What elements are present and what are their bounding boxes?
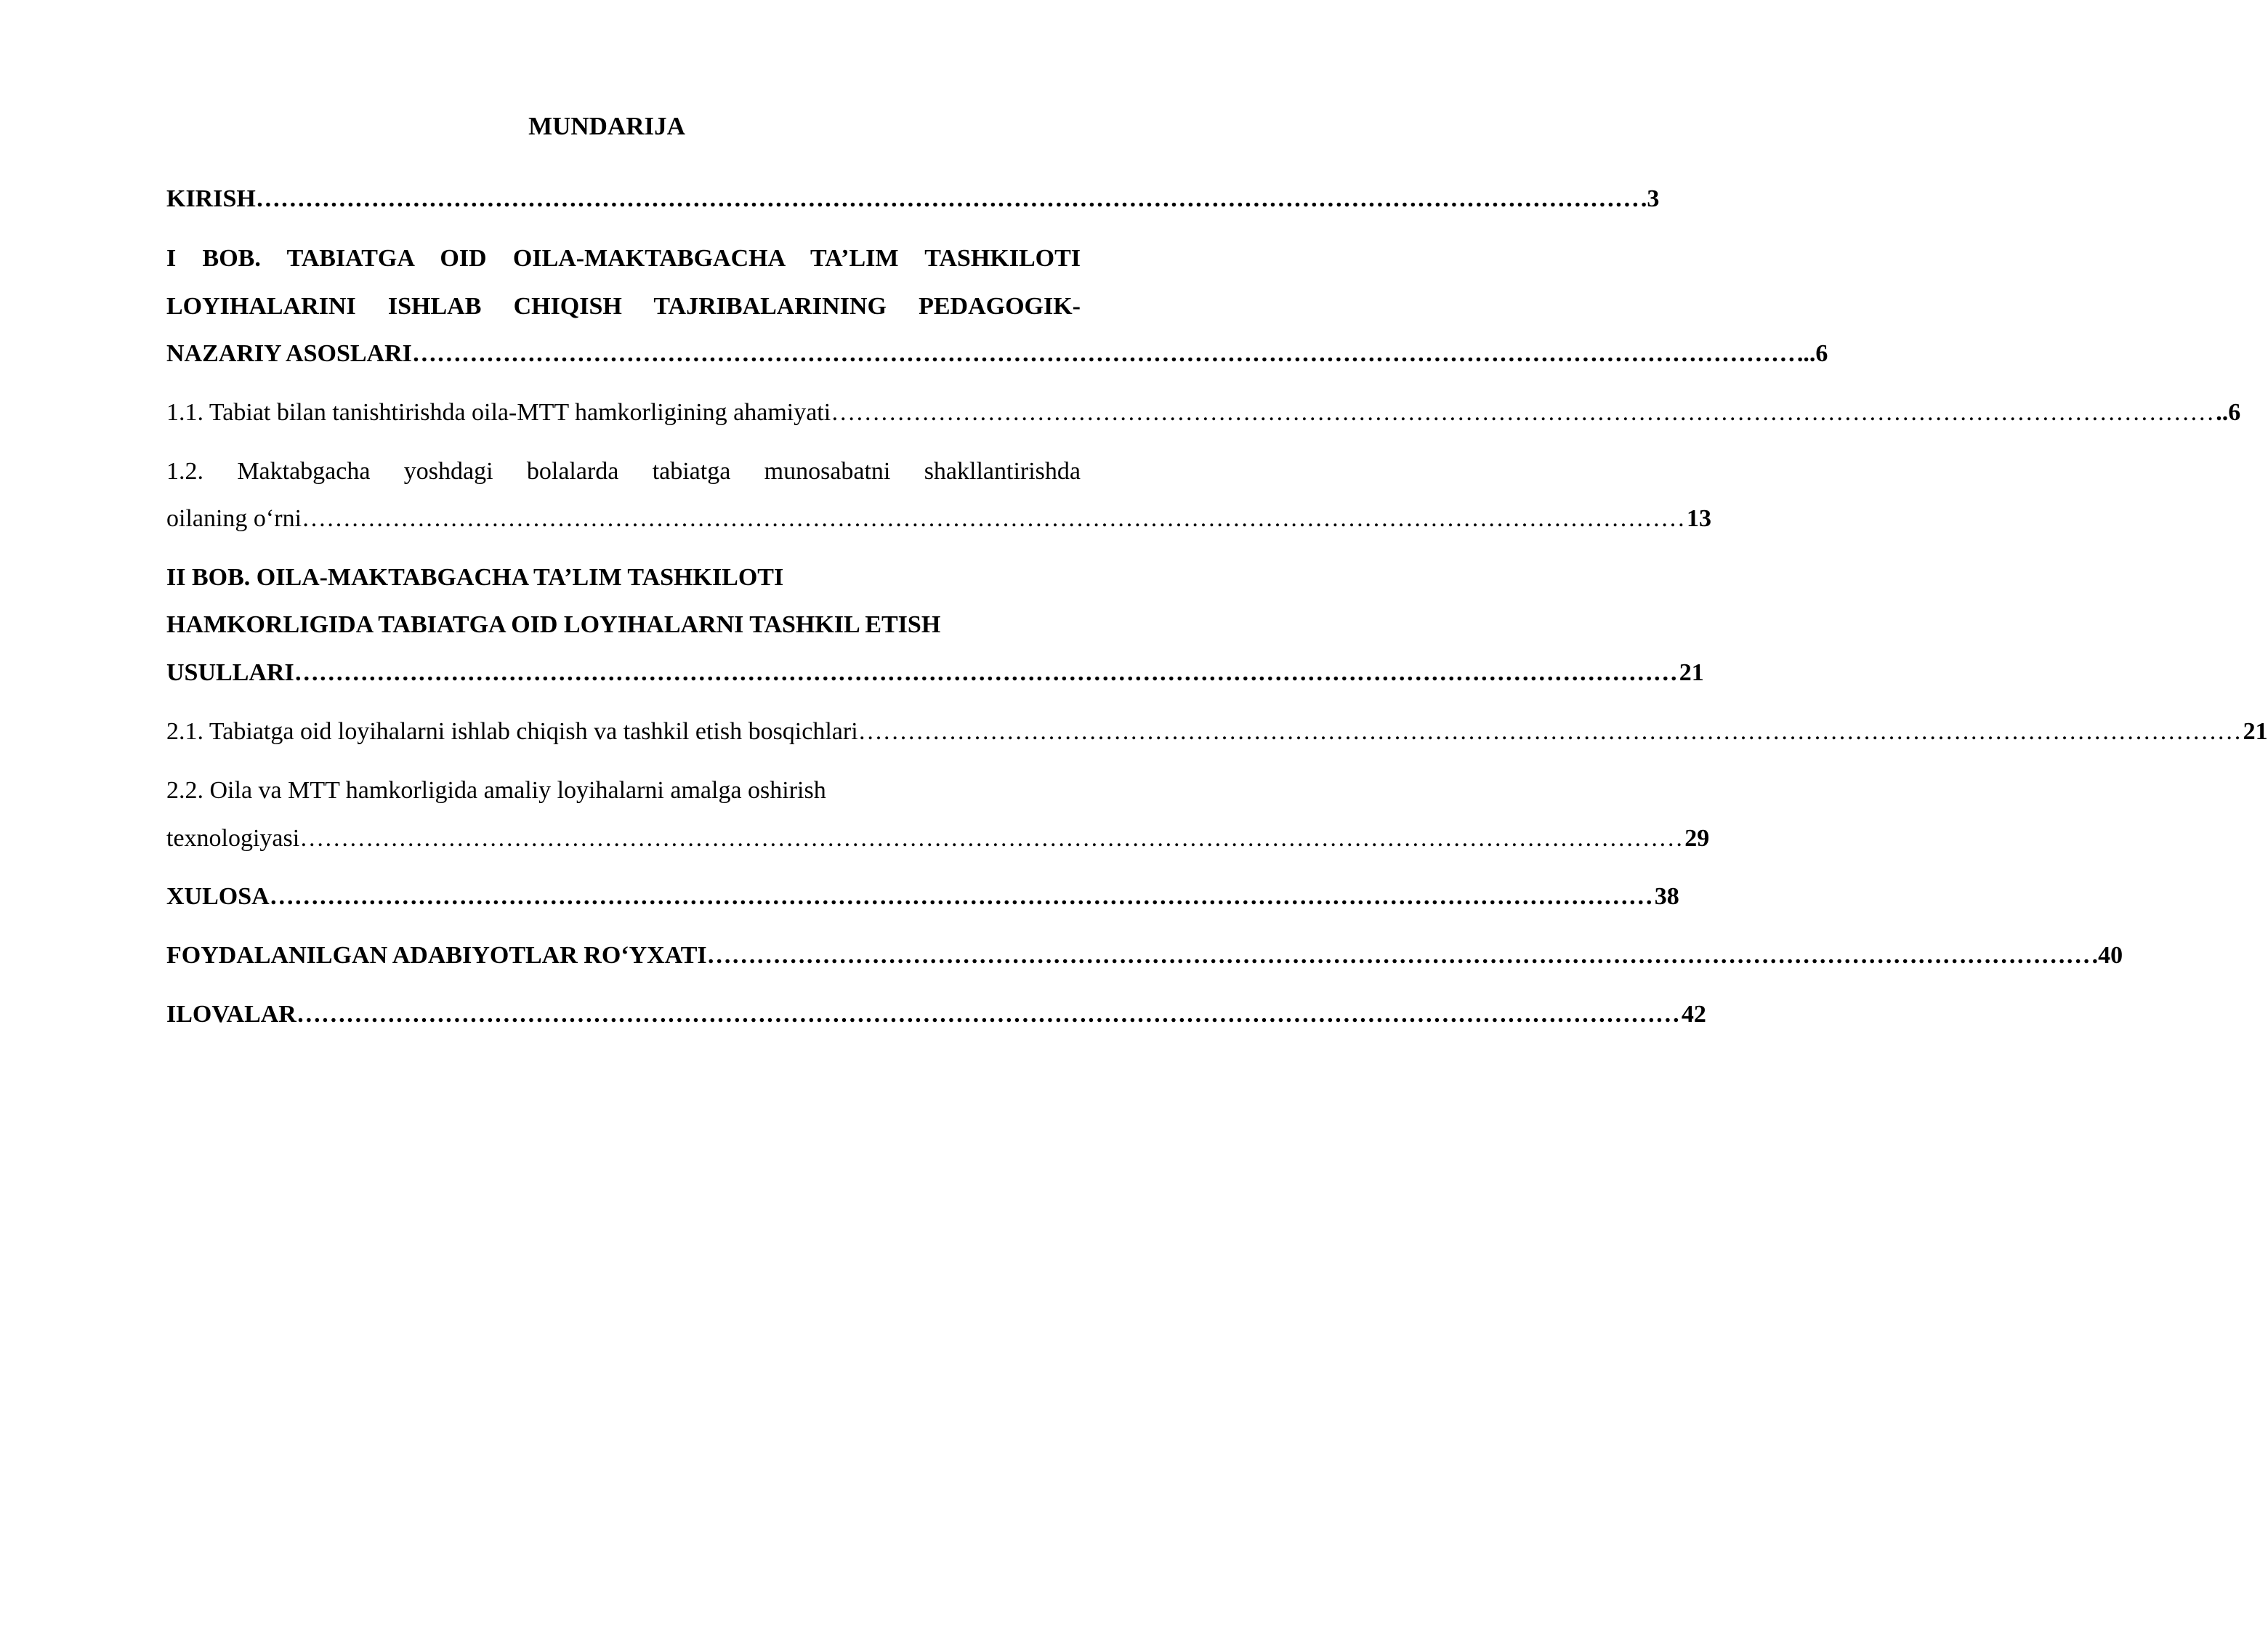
toc-leader-dots: …………………………………………………………………………………………………………………………………………………… bbox=[269, 883, 1653, 910]
toc-chapter-1-line-3 bbox=[166, 338, 1828, 370]
toc-leader-dots: …………………………………………………………………………………………………………………………………………………… bbox=[299, 825, 1684, 852]
toc-leader-dots: …………………………………………………………………………………………………………………………………………………… bbox=[857, 718, 2242, 745]
toc-entry-label: ILOVALAR bbox=[166, 1001, 296, 1028]
toc-entry-references bbox=[166, 940, 2123, 972]
toc-leader-dots: …………………………………………………………………………………………………………………………………………………… bbox=[255, 185, 1639, 212]
toc-entry-label: oilaning o‘rni bbox=[166, 505, 302, 532]
toc-section-2-1 bbox=[166, 716, 2268, 748]
toc-section-2-2-line-1: 2.2. Oila va MTT hamkorligida amaliy loyihalarni amalga oshirish bbox=[166, 777, 826, 804]
toc-entry-label: 2.1. Tabiatga oid loyihalarni ishlab chiqish va tashkil etish bosqichlari bbox=[166, 718, 858, 745]
toc-entry-label: FOYDALANILGAN ADABIYOTLAR RO‘YXATI bbox=[166, 942, 707, 969]
toc-page-number: 21 bbox=[1679, 659, 1704, 686]
toc-leader-dots: …………………………………………………………………………………………………………………………………………………… bbox=[831, 399, 2215, 426]
toc-page-number: .3 bbox=[1640, 185, 1660, 212]
toc-entry-label: texnologiyasi bbox=[166, 825, 300, 852]
toc-chapter-2-line-2: HAMKORLIGIDA TABIATGA OID LOYIHALARNI TASHKIL ETISH bbox=[166, 611, 941, 638]
toc-leader-dots: …………………………………………………………………………………………………………………………………………………… bbox=[706, 942, 2091, 969]
toc-entry-label: USULLARI bbox=[166, 659, 294, 686]
toc-entry-kirish bbox=[166, 183, 1660, 215]
toc-entry-ilovalar bbox=[166, 999, 1706, 1031]
toc-page-number: .40 bbox=[2091, 942, 2123, 969]
toc-section-1-1 bbox=[166, 397, 2241, 429]
toc-leader-dots: …………………………………………………………………………………………………………………………………………………… bbox=[296, 1001, 1680, 1028]
toc-chapter-1-line-1: I BOB. TABIATGA OID OILA-MAKTABGACHA TA’LIM TASHKILOTI bbox=[166, 245, 1081, 272]
toc-leader-dots: …………………………………………………………………………………………………………………………………………………… bbox=[294, 659, 1678, 686]
toc-page-number: ...6 bbox=[1796, 340, 1828, 367]
toc-entry-label: XULOSA bbox=[166, 883, 270, 910]
toc-page-number: 38 bbox=[1654, 883, 1679, 910]
toc-section-1-2-line-2 bbox=[166, 503, 1712, 535]
toc-page-number: 13 bbox=[1687, 505, 1712, 532]
toc-entry-xulosa bbox=[166, 881, 1679, 913]
toc-entry-label: NAZARIY ASOSLARI bbox=[166, 340, 412, 367]
page-title: MUNDARIJA bbox=[528, 112, 685, 140]
toc-leader-dots: …………………………………………………………………………………………………………………………………………………… bbox=[302, 505, 1686, 532]
toc-chapter-1-line-2: LOYIHALARINI ISHLAB CHIQISH TAJRIBALARINING PEDAGOGIK- bbox=[166, 293, 1081, 320]
toc-chapter-2-line-3 bbox=[166, 657, 1704, 689]
toc-page-number: 42 bbox=[1681, 1001, 1706, 1028]
toc-page-number: 29 bbox=[1684, 825, 1710, 852]
toc-leader-dots: …………………………………………………………………………………………………………………………………………………… bbox=[411, 340, 1796, 367]
toc-entry-label: KIRISH bbox=[166, 185, 256, 212]
toc-chapter-2-line-1: II BOB. OILA-MAKTABGACHA TA’LIM TASHKILOTI bbox=[166, 564, 784, 591]
toc-page-number: 21 bbox=[2243, 718, 2268, 745]
toc-page-number: ..6 bbox=[2216, 399, 2241, 426]
toc-section-2-2-line-2 bbox=[166, 823, 1710, 855]
toc-entry-label: 1.1. Tabiat bilan tanishtirishda oila-MTT hamkorligining ahamiyati bbox=[166, 399, 831, 426]
toc-section-1-2-line-1: 1.2. Maktabgacha yoshdagi bolalarda tabiatga munosabatni shakllantirishda bbox=[166, 458, 1081, 485]
